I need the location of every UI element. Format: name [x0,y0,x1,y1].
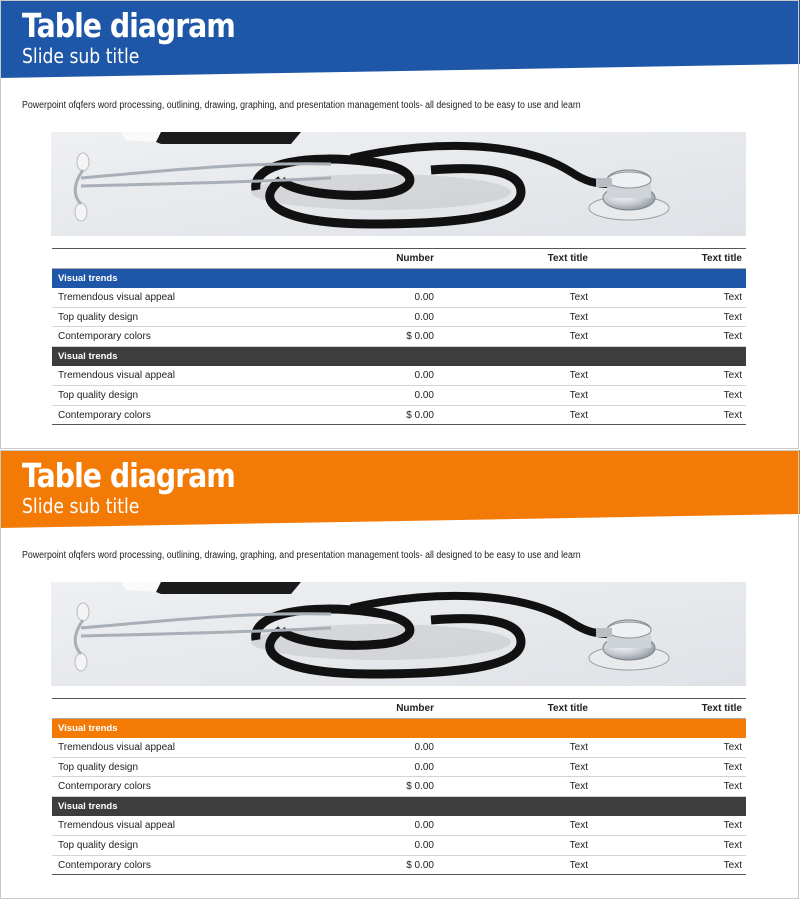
table-row [52,855,746,875]
text-cell: Text [438,386,592,406]
table-header-row [52,699,746,719]
slide-title: Table diagram [22,6,235,45]
text-cell: Text [592,288,746,308]
slide-description: Powerpoint ofqfers word processing, outlining, drawing, graphing, and presentation management tools- all designed to be easy to use and learn [22,100,581,111]
header-cell-text-title-2: Text title [592,249,746,269]
number-cell: $ 0.00 [242,777,438,797]
number-cell: 0.00 [242,386,438,406]
row-label: Tremendous visual appeal [52,288,242,308]
table-row [52,738,746,758]
stethoscope-icon [51,132,746,236]
group-label: Visual trends [58,272,118,284]
number-cell: 0.00 [242,307,438,327]
table-row [52,366,746,386]
data-table [52,248,746,425]
number-cell: 0.00 [242,366,438,386]
text-cell: Text [592,738,746,758]
table-row [52,777,746,797]
text-cell: Text [438,327,592,347]
number-cell: 0.00 [242,836,438,856]
table-row [52,757,746,777]
slide-2 [0,450,800,900]
row-label: Tremendous visual appeal [52,816,242,836]
number-cell: 0.00 [242,288,438,308]
number-cell: 0.00 [242,738,438,758]
header-cell-number: Number [242,249,438,269]
row-label: Top quality design [52,307,242,327]
text-cell: Text [592,327,746,347]
group-header-row [52,796,746,816]
table-row [52,288,746,308]
text-cell: Text [438,288,592,308]
slide-title: Table diagram [22,456,235,495]
table-row [52,327,746,347]
group-label: Visual trends [58,722,118,734]
text-cell: Text [438,405,592,425]
text-cell: Text [438,816,592,836]
row-label: Top quality design [52,386,242,406]
text-cell: Text [592,307,746,327]
text-cell: Text [438,307,592,327]
text-cell: Text [592,405,746,425]
row-label: Top quality design [52,757,242,777]
text-cell: Text [592,366,746,386]
slide-subtitle: Slide sub title [22,494,140,518]
group-header-row [52,268,746,288]
text-cell: Text [592,757,746,777]
row-label: Top quality design [52,836,242,856]
row-label: Contemporary colors [52,855,242,875]
row-label: Tremendous visual appeal [52,738,242,758]
header-cell-text-title-1: Text title [438,249,592,269]
text-cell: Text [592,777,746,797]
header-cell-text-title-1: Text title [438,699,592,719]
group-header-row [52,346,746,366]
header-cell-blank [52,249,242,269]
number-cell: $ 0.00 [242,405,438,425]
row-label: Contemporary colors [52,405,242,425]
stethoscope-icon [51,582,746,686]
text-cell: Text [438,855,592,875]
number-cell: 0.00 [242,816,438,836]
stethoscope-photo [51,132,746,236]
slide-description: Powerpoint ofqfers word processing, outlining, drawing, graphing, and presentation management tools- all designed to be easy to use and learn [22,550,581,561]
number-cell: 0.00 [242,757,438,777]
row-label: Contemporary colors [52,777,242,797]
number-cell: $ 0.00 [242,327,438,347]
stethoscope-photo [51,582,746,686]
text-cell: Text [438,836,592,856]
table-row [52,836,746,856]
header-cell-text-title-2: Text title [592,699,746,719]
group-header-row [52,718,746,738]
text-cell: Text [592,386,746,406]
number-cell: $ 0.00 [242,855,438,875]
slide-subtitle: Slide sub title [22,44,140,68]
table-row [52,386,746,406]
text-cell: Text [438,777,592,797]
text-cell: Text [438,757,592,777]
data-table [52,698,746,875]
table-row [52,405,746,425]
text-cell: Text [592,836,746,856]
group-label: Visual trends [58,801,118,813]
text-cell: Text [592,816,746,836]
table-header-row [52,249,746,269]
header-cell-number: Number [242,699,438,719]
text-cell: Text [438,738,592,758]
row-label: Contemporary colors [52,327,242,347]
group-label: Visual trends [58,351,118,363]
row-label: Tremendous visual appeal [52,366,242,386]
text-cell: Text [438,366,592,386]
text-cell: Text [592,855,746,875]
table-row [52,307,746,327]
table-row [52,816,746,836]
header-cell-blank [52,699,242,719]
